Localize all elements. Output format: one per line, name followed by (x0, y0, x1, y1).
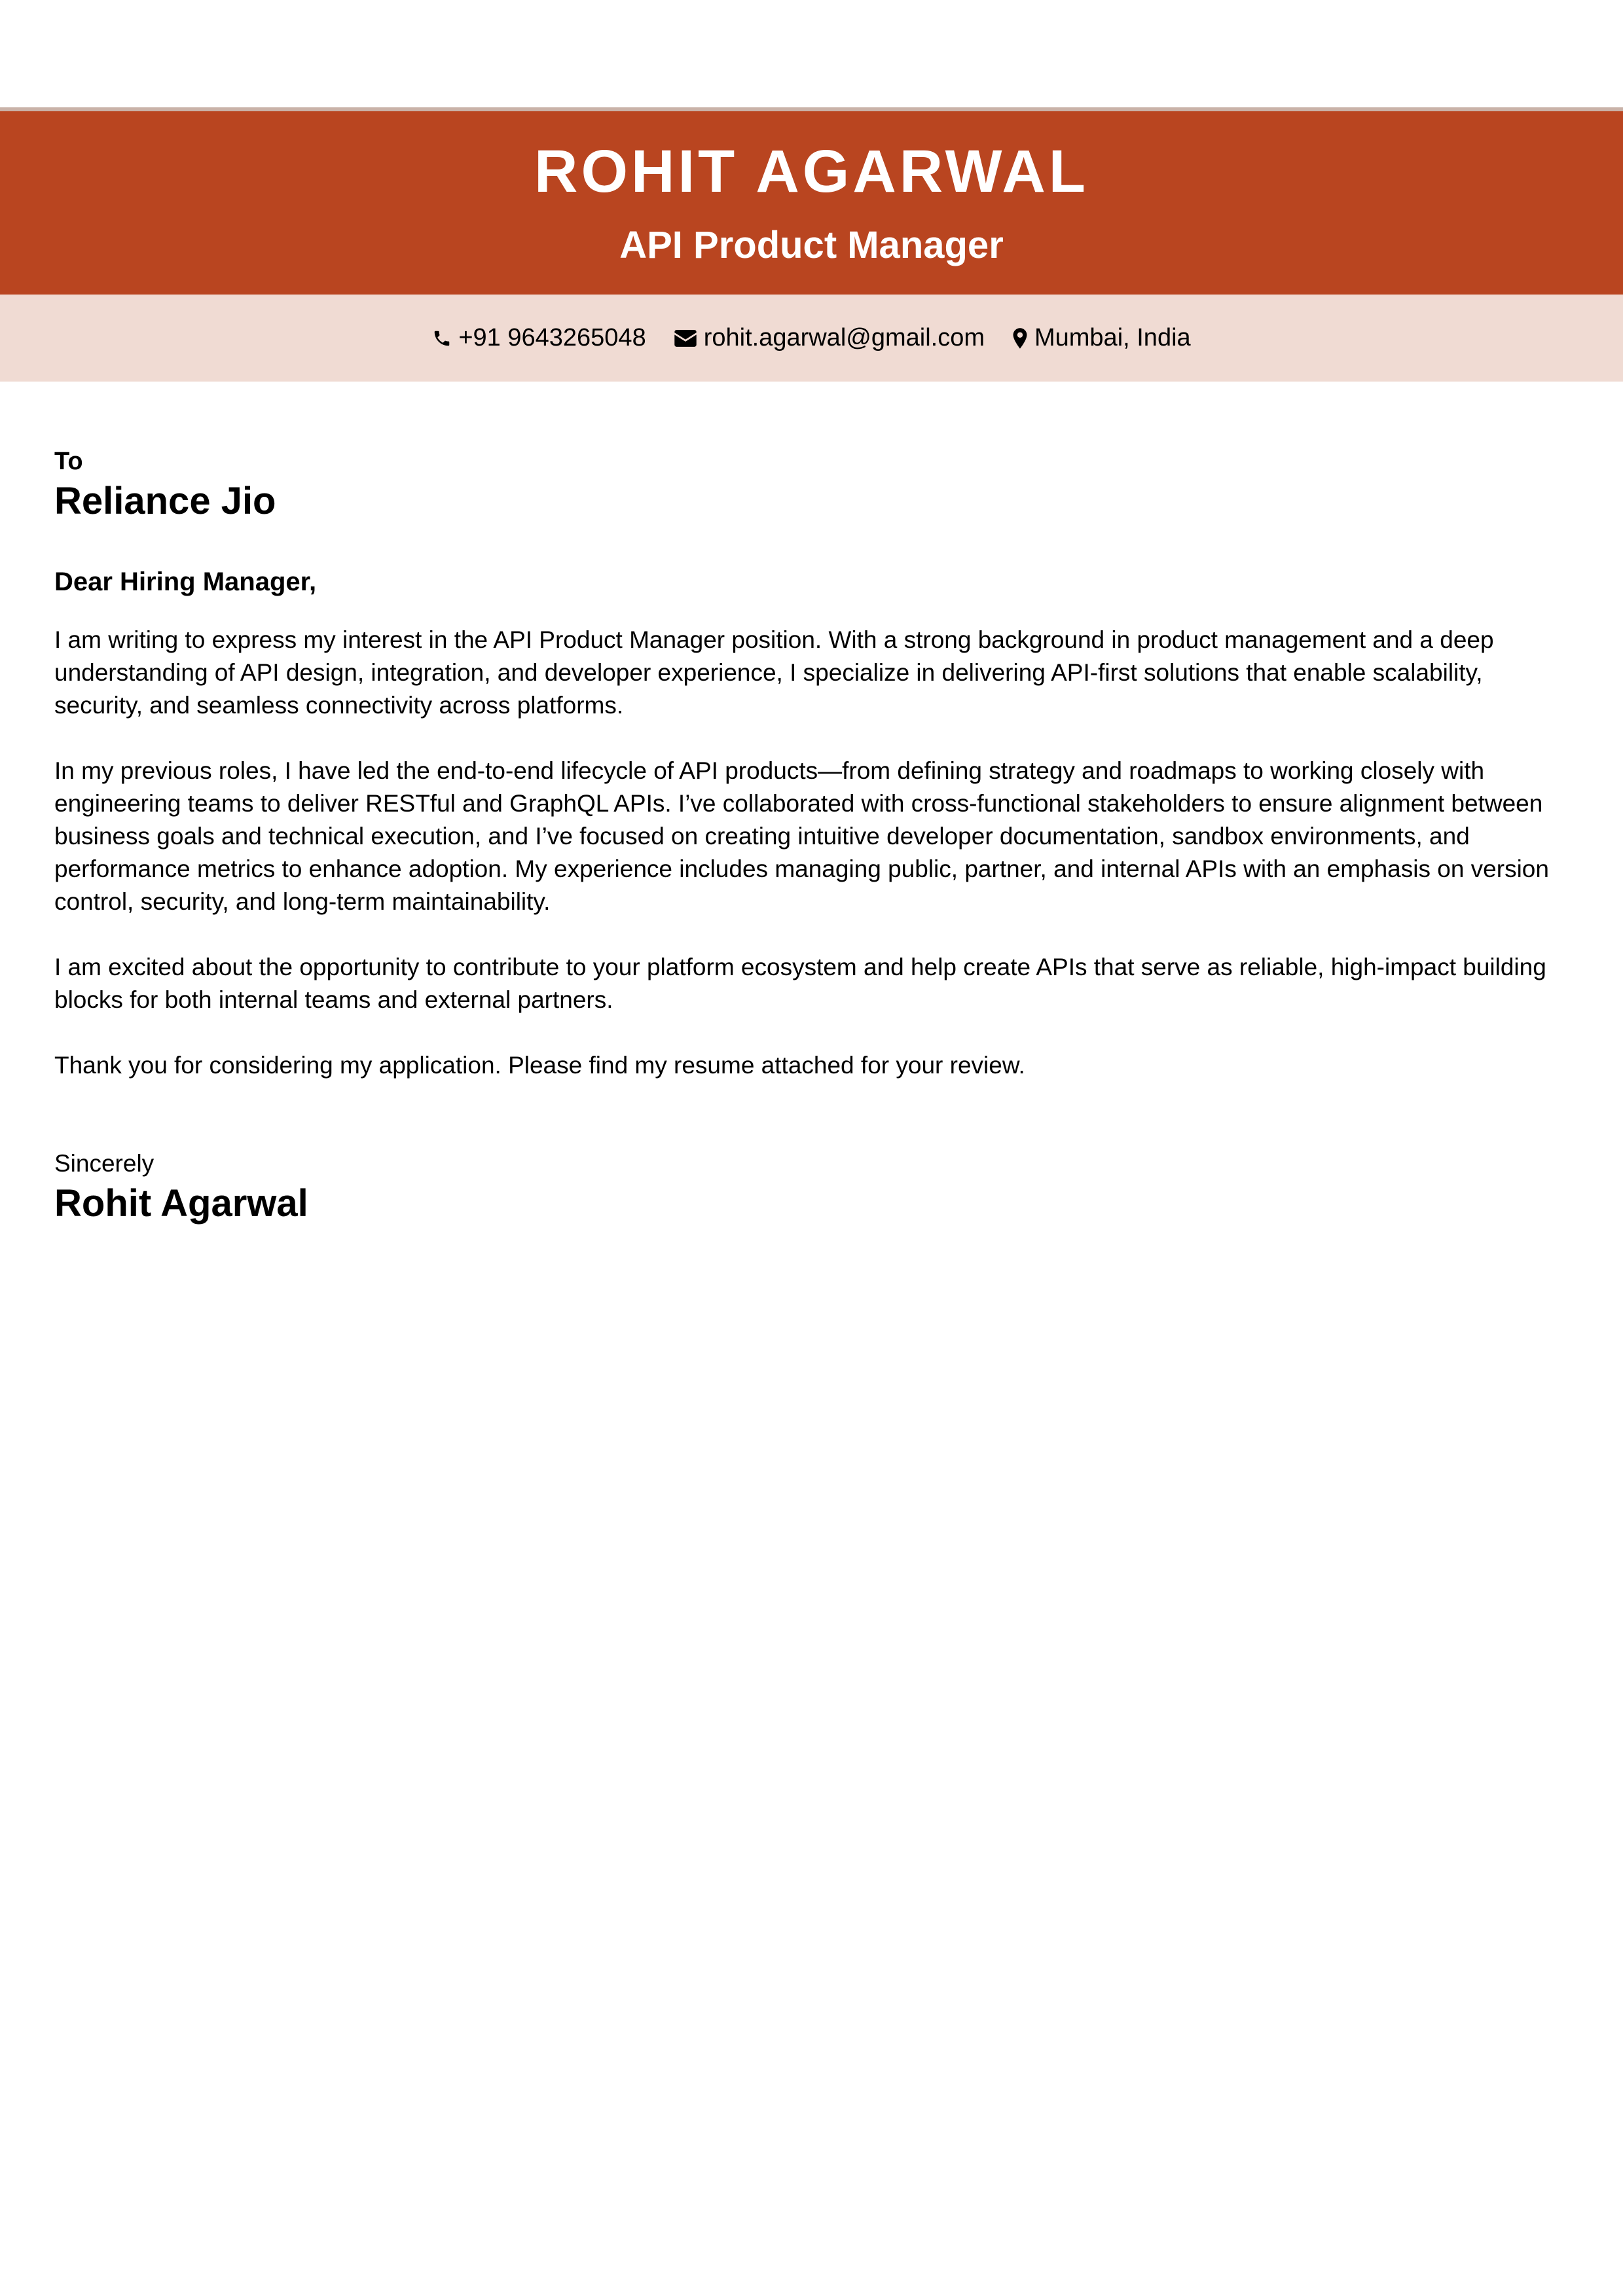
contact-email[interactable] (674, 324, 985, 352)
to-label: To (54, 448, 83, 475)
contact-phone[interactable] (432, 324, 646, 352)
job-title: API Product Manager (619, 224, 1004, 266)
letter-paragraph: I am excited about the opportunity to contribute to your platform ecosystem and help create APIs that serve as reliable, high-impact building blocks for both internal teams and external partners. (54, 954, 1546, 1013)
contact-bar (0, 295, 1623, 382)
signature-name: Rohit Agarwal (54, 1182, 308, 1225)
recipient-company: Reliance Jio (54, 480, 276, 522)
contact-location (1012, 324, 1191, 352)
letter-body (54, 445, 1573, 1227)
letter-paragraph: Thank you for considering my application. Please find my resume attached for your review. (54, 1052, 1025, 1079)
email-address: rohit.agarwal@gmail.com (703, 324, 985, 351)
letter-paragraph: In my previous roles, I have led the end-to-end lifecycle of API products—from defining strategy and roadmaps to working closely with engineering teams to deliver RESTful and GraphQL APIs. I’ve collaborated with cross-functional stakeholders to ensure alignment between business goals and technical execution, and I’ve focused on creating intuitive developer documentation, sandbox environments, and performance metrics to enhance adoption. My experience includes managing public, partner, and internal APIs with an emphasis on version control, security, and long-term maintainability. (54, 757, 1549, 915)
map-marker-icon (1012, 327, 1028, 350)
phone-icon (432, 329, 452, 348)
envelope-icon (674, 329, 697, 348)
phone-number: +91 9643265048 (458, 324, 646, 351)
closing-phrase: Sincerely (54, 1150, 155, 1177)
header-band (0, 111, 1623, 295)
applicant-name: ROHIT AGARWAL (534, 138, 1089, 205)
location-text: Mumbai, India (1034, 324, 1191, 351)
salutation: Dear Hiring Manager, (54, 567, 317, 596)
letter-paragraph: I am writing to express my interest in the API Product Manager position. With a strong background in product management and a deep understanding of API design, integration, and developer experience, I specialize in delivering API-first solutions that enable scalability, security, and seamless connectivity across platforms. (54, 626, 1494, 719)
